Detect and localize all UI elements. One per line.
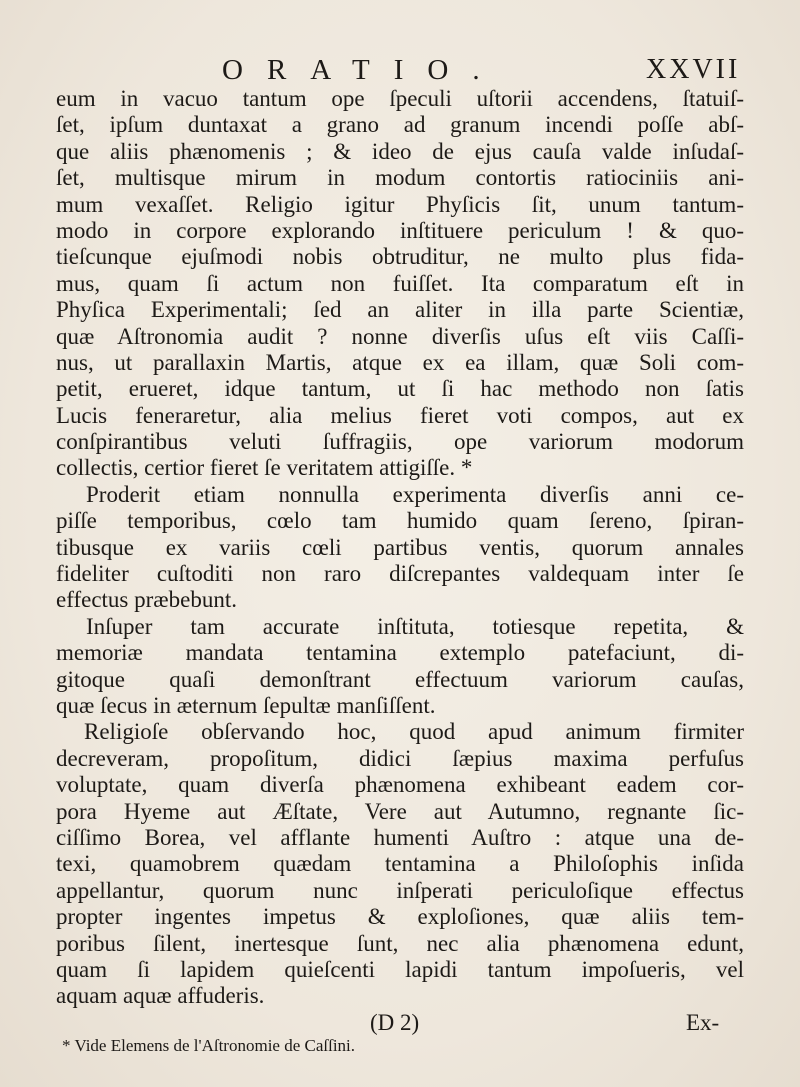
text-line: decreveram, propoſitum, didici ſæpius maxima perfuſus — [56, 745, 744, 771]
text-line: Inſuper tam accurate inſtituta, totiesque repetita, & — [86, 613, 744, 639]
text-line: voluptate, quam diverſa phænomena exhibeant eadem cor- — [56, 772, 744, 798]
text-line: nus, ut parallaxin Martis, atque ex ea illam, quæ Soli com- — [56, 349, 744, 375]
text-line: ſet, multisque mirum in modum contortis ratiociniis ani- — [56, 165, 744, 191]
text-line: ſet, ipſum duntaxat a grano ad granum incendi poſſe abſ- — [56, 112, 744, 138]
catchword: Ex- — [686, 1009, 720, 1035]
text-line: conſpirantibus veluti ſuffragiis, ope variorum modorum — [56, 429, 744, 455]
text-line: fideliter cuſtoditi non raro diſcrepantes valdequam inter ſe — [56, 561, 744, 587]
text-line: quæ ſecus in æternum ſepultæ manſiſſent. — [56, 692, 436, 718]
text-line: Religioſe obſervando hoc, quod apud animum firmiter — [84, 719, 744, 745]
text-line: gitoque quaſi demonſtrant effectuum variorum cauſas, — [56, 666, 744, 692]
body-text — [56, 86, 744, 1056]
text-line: tieſcunque ejuſmodi nobis obtruditur, ne multo plus fida- — [56, 244, 744, 270]
text-line: poribus ſilent, inertesque ſunt, nec alia phænomena edunt, — [56, 930, 744, 956]
text-line: texi, quamobrem quædam tentamina a Philoſophis inſida — [56, 851, 744, 877]
page-number: XXVII — [646, 54, 741, 85]
text-line: modo in corpore explorando inſtituere periculum ! & quo- — [56, 217, 744, 243]
text-line: Lucis feneraretur, alia melius fieret voti compos, aut ex — [56, 402, 744, 428]
text-line: Phyſica Experimentali; ſed an aliter in illa parte Scientiæ, — [56, 297, 744, 323]
text-line: mum vexaſſet. Religio igitur Phyſicis ſit, unum tantum- — [56, 191, 744, 217]
footnote: * Vide Elemens de l'Aſtronomie de Caſſini. — [62, 1036, 356, 1056]
text-line: mus, quam ſi actum non fuiſſet. Ita comparatum eſt in — [56, 270, 744, 296]
text-line: appellantur, quorum nunc inſperati periculoſique effectus — [56, 877, 744, 903]
text-line: quæ Aſtronomia audit ? nonne diverſis uſus eſt viis Caſſi- — [56, 323, 744, 349]
text-line: que aliis phænomenis ; & ideo de ejus cauſa valde inſudaſ- — [56, 138, 744, 164]
text-line: aquam aquæ affuderis. — [56, 983, 265, 1009]
text-line: effectus præbebunt. — [56, 587, 237, 613]
running-title: ORATIO. — [222, 54, 504, 86]
running-header — [0, 50, 800, 90]
signature-line — [56, 1010, 744, 1036]
signature-mark: (D 2) — [370, 1009, 420, 1035]
text-line: petit, erueret, idque tantum, ut ſi hac methodo non ſatis — [56, 376, 744, 402]
text-line: collectis, certior fieret ſe veritatem attigiſſe. * — [56, 455, 473, 481]
text-line: Proderit etiam nonnulla experimenta diverſis anni ce- — [86, 481, 744, 507]
text-line: tibusque ex variis cœli partibus ventis, quorum annales — [56, 534, 744, 560]
text-line: piſſe temporibus, cœlo tam humido quam ſereno, ſpiran- — [56, 508, 744, 534]
text-line: propter ingentes impetus & exploſiones, quæ aliis tem- — [56, 904, 744, 930]
text-line: quam ſi lapidem quieſcenti lapidi tantum impoſueris, vel — [56, 956, 744, 982]
text-line: ciſſimo Borea, vel afflante humenti Auſtro : atque una de- — [56, 824, 744, 850]
text-line: pora Hyeme aut Æſtate, Vere aut Autumno, regnante ſic- — [56, 798, 744, 824]
text-line: memoriæ mandata tentamina extemplo patefaciunt, di- — [56, 640, 744, 666]
text-line: eum in vacuo tantum ope ſpeculi uſtorii accendens, ſtatuiſ- — [56, 86, 744, 111]
